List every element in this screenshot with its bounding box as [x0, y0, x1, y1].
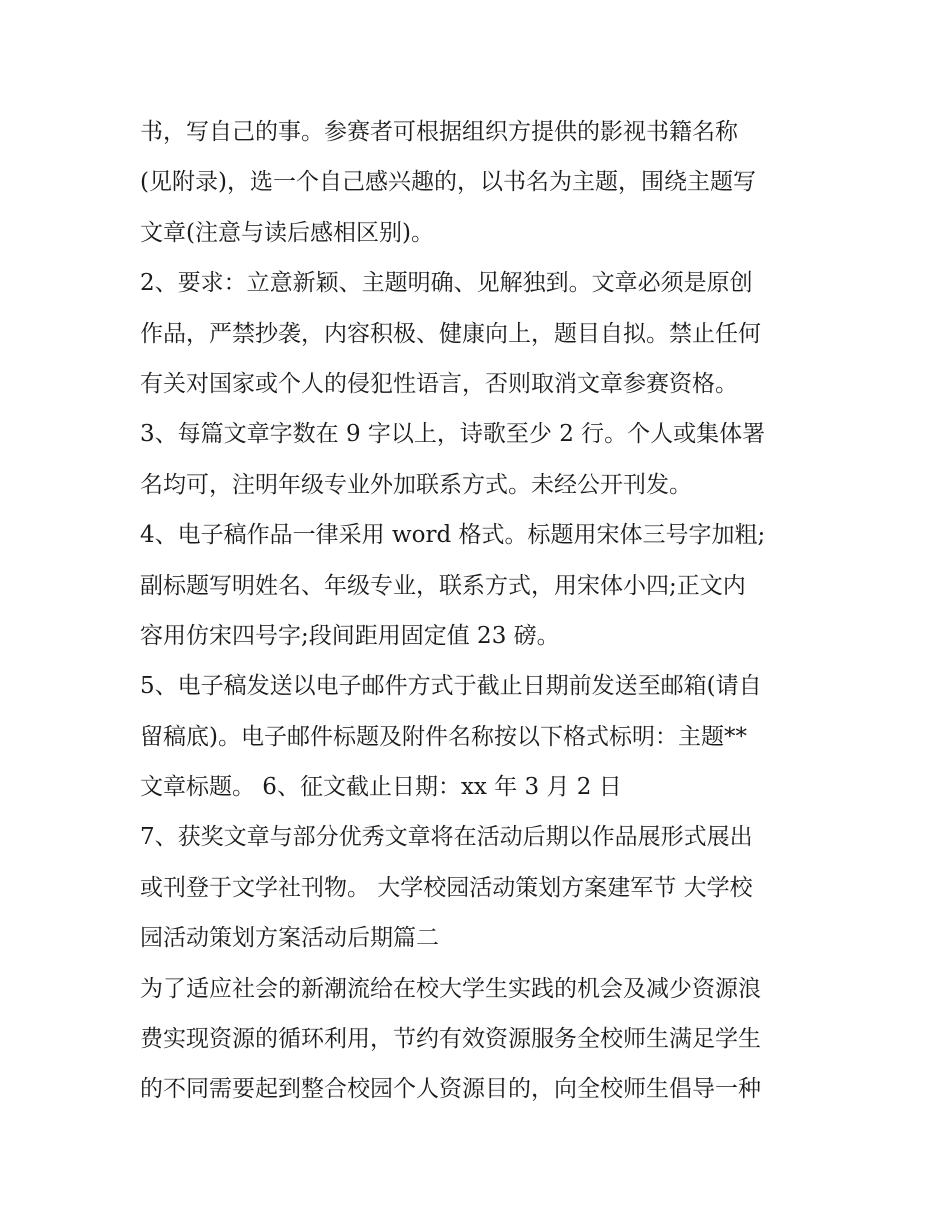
text-line: 费实现资源的循环利用，节约有效资源服务全校师生满足学生: [140, 1026, 761, 1053]
text-line: 2、要求：立意新颖、主题明确、见解独到。文章必须是原创: [140, 270, 753, 297]
text-line: 书，写自己的事。参赛者可根据组织方提供的影视书籍名称: [140, 119, 738, 145]
text-line: 4、电子稿作品一律采用 word 格式。标题用宋体三号字加粗;: [140, 522, 766, 549]
text-line: 文章标题。 6、征文截止日期：xx 年 3 月 2 日: [140, 774, 622, 801]
text-line: 3、每篇文章字数在 9 字以上，诗歌至少 2 行。个人或集体署: [140, 421, 766, 448]
text-line: 有关对国家或个人的侵犯性语言，否则取消文章参赛资格。: [140, 370, 738, 397]
text-line: 7、获奖文章与部分优秀文章将在活动后期以作品展形式展出: [140, 824, 753, 851]
text-line: 留稿底)。电子邮件标题及附件名称按以下格式标明：主题**: [140, 723, 747, 750]
text-line: 容用仿宋四号字;段间距用固定值 23 磅。: [140, 622, 560, 649]
text-line: 副标题写明姓名、年级专业，联系方式，用宋体小四;正文内: [140, 572, 746, 599]
text-line: (见附录)，选一个自己感兴趣的，以书名为主题，围绕主题写: [140, 169, 756, 196]
text-line: 园活动策划方案活动后期篇二: [140, 925, 439, 952]
text-line: 为了适应社会的新潮流给在校大学生实践的机会及减少资源浪: [140, 975, 761, 1002]
text-line: 作品，严禁抄袭，内容积极、健康向上，题目自拟。禁止任何: [140, 320, 761, 347]
text-line: 名均可，注明年级专业外加联系方式。未经公开刊发。: [140, 471, 692, 498]
text-line: 文章(注意与读后感相区别)。: [140, 219, 434, 246]
text-line: 的不同需要起到整合校园个人资源目的，向全校师生倡导一种: [140, 1076, 761, 1103]
text-line: 5、电子稿发送以电子邮件方式于截止日期前发送至邮箱(请自: [140, 673, 762, 700]
text-line: 或刊登于文学社刊物。 大学校园活动策划方案建军节 大学校: [140, 874, 753, 901]
document-body: [140, 107, 830, 1115]
